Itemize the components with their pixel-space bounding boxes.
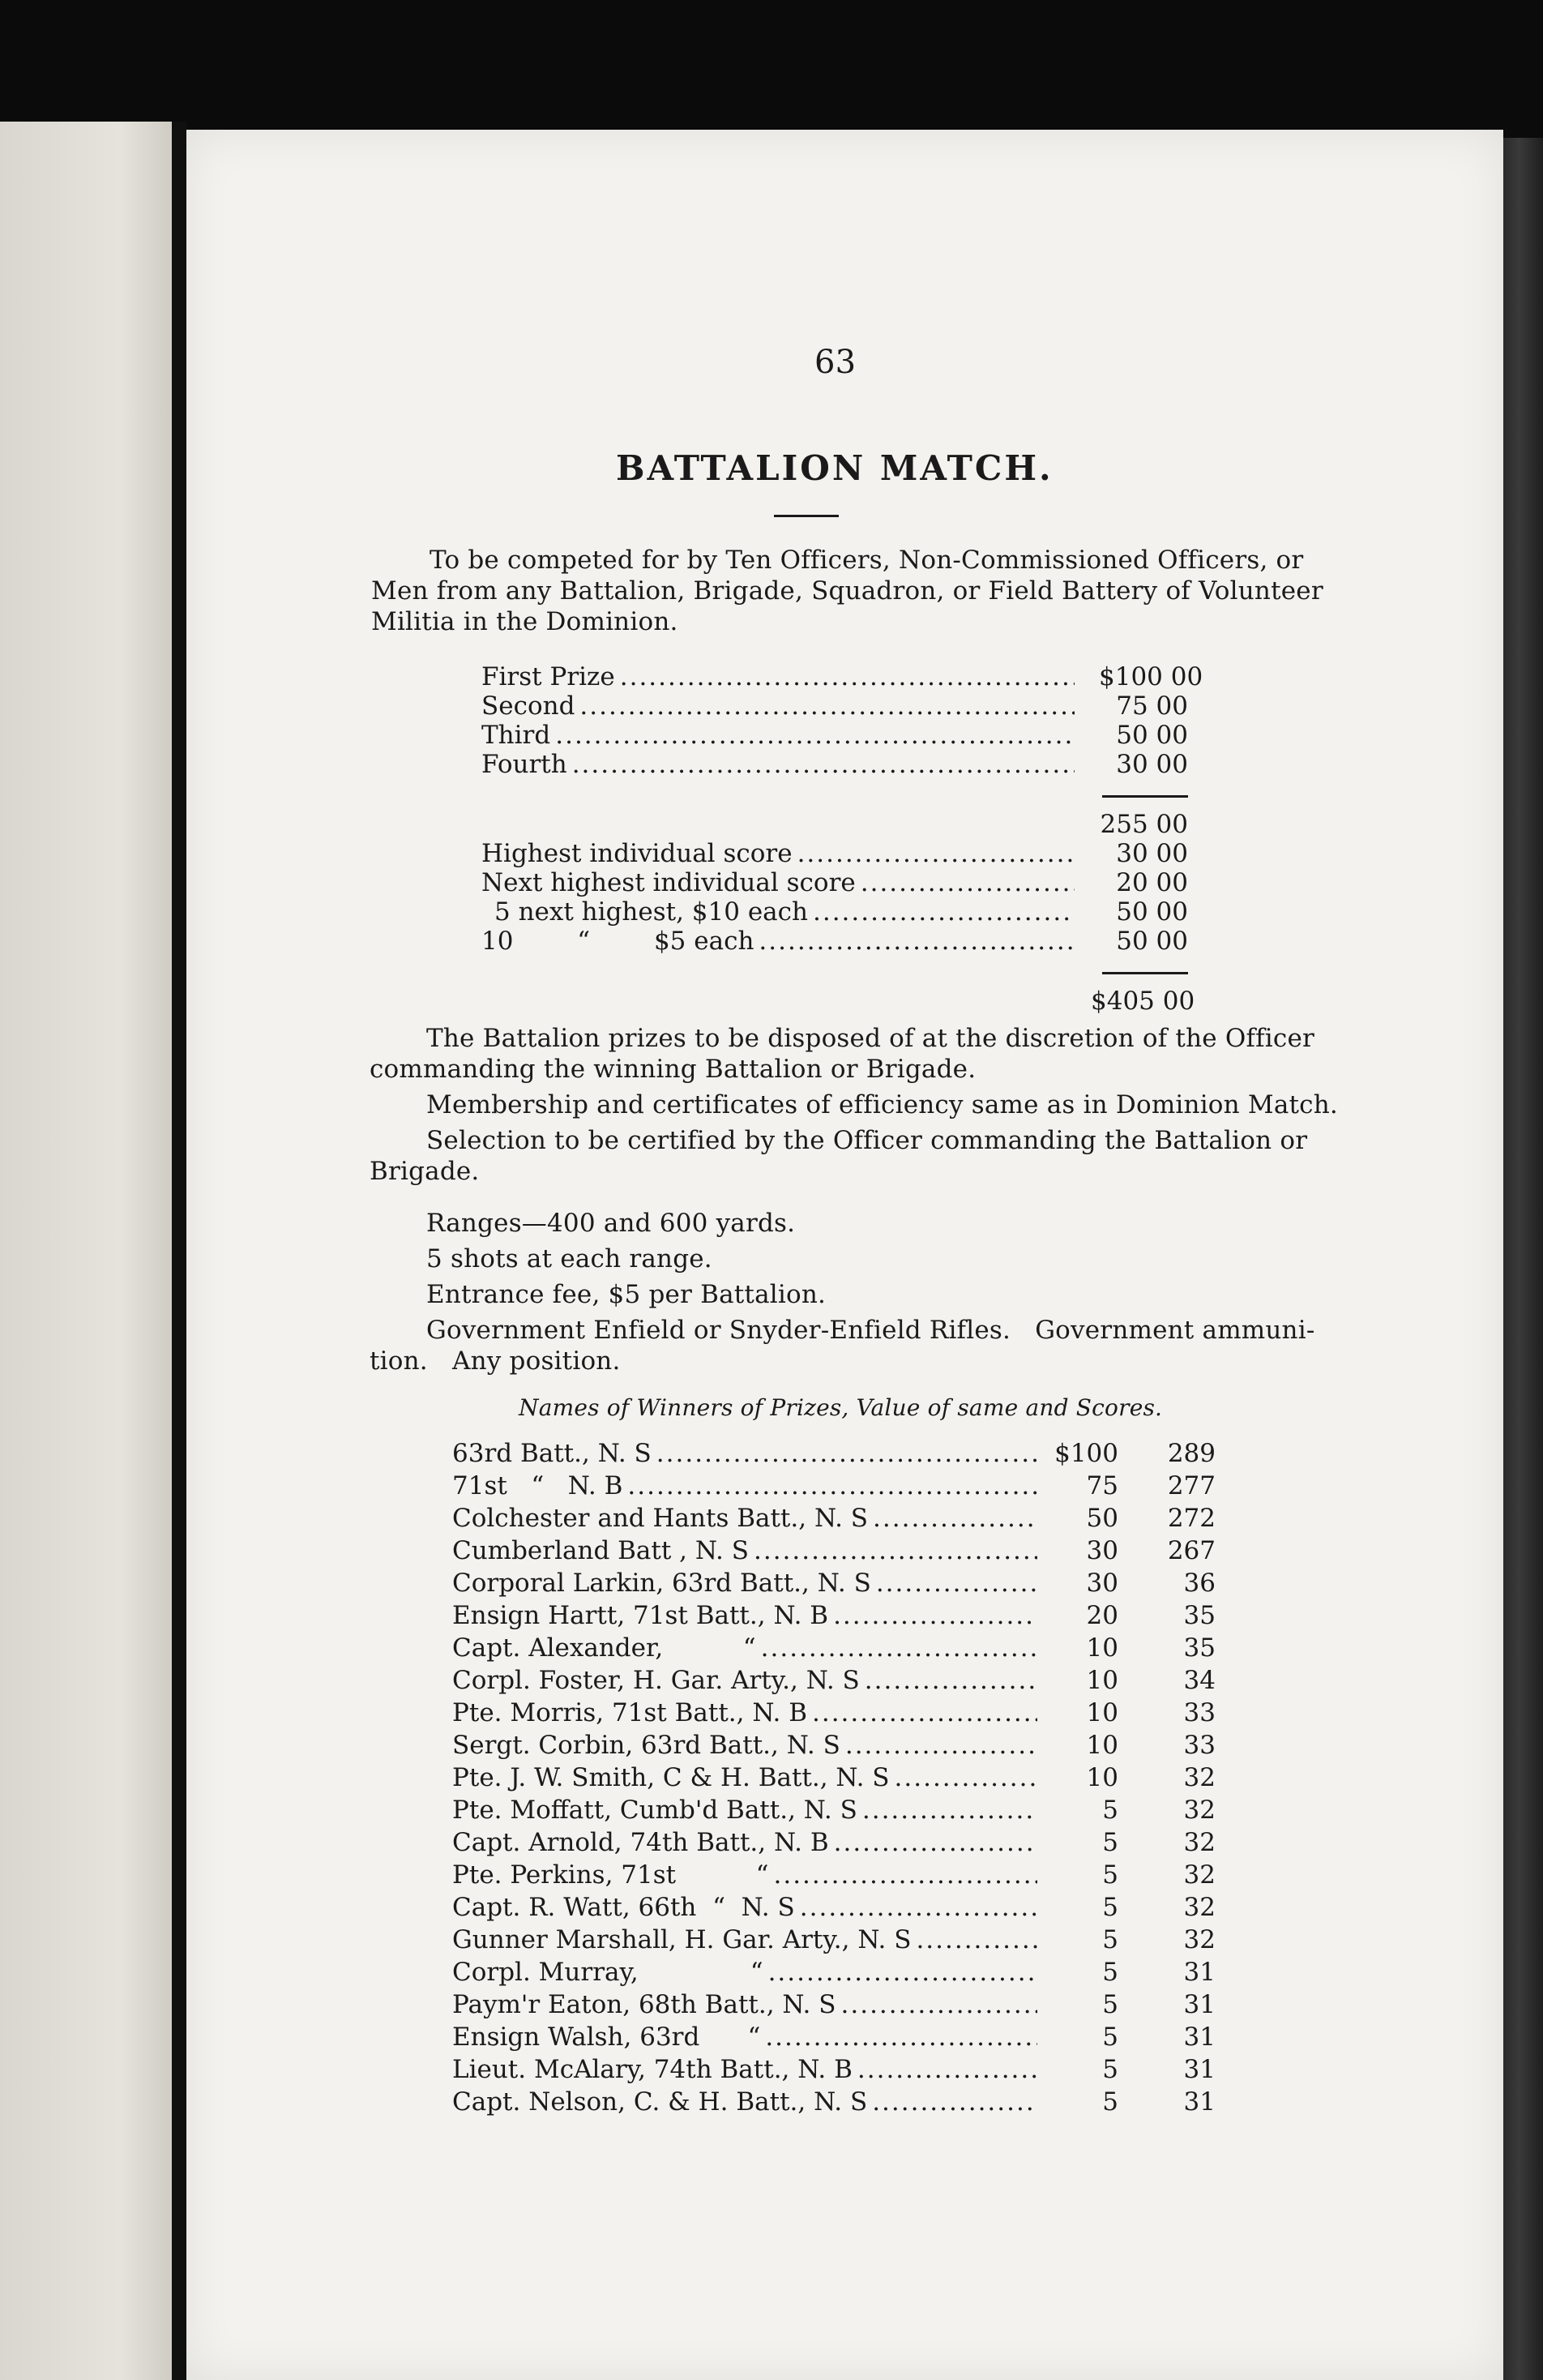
- winner-name: Capt. Arnold, 74th Batt., N. B: [452, 1828, 829, 1857]
- table-row: [452, 1698, 1042, 1727]
- winner-value: 5: [1102, 1958, 1118, 1987]
- winner-name: Pte. J. W. Smith, C & H. Batt., N. S: [452, 1763, 890, 1792]
- winner-name: 63rd Batt., N. S: [452, 1439, 652, 1468]
- table-row: [452, 2055, 1042, 2084]
- winner-value: 5: [1102, 1828, 1118, 1857]
- table-row: [452, 1796, 1042, 1825]
- prize-row: [494, 897, 1079, 927]
- winner-score: 33: [1183, 1731, 1216, 1760]
- winners-heading: Names of Winners of Prizes, Value of same and Scores.: [519, 1394, 1163, 1421]
- sum-rule: [1102, 972, 1188, 974]
- table-row: [452, 1990, 1042, 2019]
- prize-label: Second: [481, 691, 575, 721]
- winner-score: 31: [1183, 2055, 1216, 2084]
- winner-value: 5: [1102, 1860, 1118, 1890]
- table-row: [452, 1471, 1042, 1500]
- winner-name: Corporal Larkin, 63rd Batt., N. S: [452, 1569, 871, 1598]
- prize-amount: 30 00: [1116, 839, 1188, 868]
- winner-score: 277: [1167, 1471, 1216, 1500]
- winner-value: 10: [1086, 1763, 1118, 1792]
- prize-label: Next highest individual score: [481, 868, 856, 897]
- prize-row: [481, 691, 1079, 721]
- winner-name: Ensign Hartt, 71st Batt., N. B: [452, 1601, 829, 1630]
- winner-value: 10: [1086, 1698, 1118, 1727]
- winner-score: 31: [1183, 1958, 1216, 1987]
- winner-value: 10: [1086, 1731, 1118, 1760]
- prize-amount: 30 00: [1116, 750, 1188, 779]
- winner-score: 34: [1183, 1666, 1216, 1695]
- table-row: [452, 2087, 1042, 2117]
- winner-name: Cumberland Batt , N. S: [452, 1536, 749, 1565]
- table-row: [452, 1763, 1042, 1792]
- winner-name: Pte. Perkins, 71st “: [452, 1860, 769, 1890]
- table-row: [452, 1925, 1042, 1954]
- total-amount: $405 00: [1091, 987, 1195, 1016]
- winner-value: 5: [1102, 1796, 1118, 1825]
- winner-score: 32: [1183, 1893, 1216, 1922]
- prize-label: Fourth: [481, 750, 567, 779]
- winner-value: 5: [1102, 1893, 1118, 1922]
- winner-value: 30: [1086, 1536, 1118, 1565]
- prize-row: [481, 750, 1079, 779]
- prize-label: 10 “ $5 each: [481, 927, 754, 956]
- intro-line: To be competed for by Ten Officers, Non-Commissioned Officers, or: [430, 546, 1304, 575]
- prize-row: [481, 721, 1079, 750]
- page-stack-edge: [1503, 138, 1543, 2380]
- table-row: [452, 1958, 1042, 1987]
- winner-score: 272: [1167, 1504, 1216, 1533]
- prize-label: Highest individual score: [481, 839, 793, 868]
- subtotal-amount: 255 00: [1100, 810, 1188, 839]
- table-row: [452, 1536, 1042, 1565]
- prize-amount: 75 00: [1116, 691, 1188, 721]
- intro-line: Militia in the Dominion.: [371, 607, 678, 636]
- winner-score: 32: [1183, 1796, 1216, 1825]
- rule-line: Government Enfield or Snyder-Enfield Rifles. Government ammuni-: [426, 1316, 1315, 1345]
- winner-name: Ensign Walsh, 63rd “: [452, 2023, 761, 2052]
- title-underline: [774, 515, 839, 517]
- prize-amount: $100 00: [1099, 662, 1203, 691]
- winner-score: 36: [1183, 1569, 1216, 1598]
- rule-line: Entrance fee, $5 per Battalion.: [426, 1280, 827, 1309]
- winner-value: $100: [1054, 1439, 1118, 1468]
- prize-row: [481, 868, 1079, 897]
- table-row: [452, 1439, 1042, 1468]
- winner-score: 32: [1183, 1860, 1216, 1890]
- winner-name: Colchester and Hants Batt., N. S: [452, 1504, 869, 1533]
- intro-line: Men from any Battalion, Brigade, Squadron, or Field Battery of Volunteer: [371, 576, 1323, 606]
- winner-name: Capt. Alexander, “: [452, 1633, 756, 1663]
- winner-score: 35: [1183, 1633, 1216, 1663]
- table-row: [452, 1666, 1042, 1695]
- winner-value: 5: [1102, 2055, 1118, 2084]
- prize-label: 5 next highest, $10 each: [494, 897, 808, 927]
- winner-name: Capt. R. Watt, 66th “ N. S: [452, 1893, 795, 1922]
- winner-name: Capt. Nelson, C. & H. Batt., N. S: [452, 2087, 868, 2117]
- winner-score: 32: [1183, 1925, 1216, 1954]
- winner-name: Pte. Morris, 71st Batt., N. B: [452, 1698, 807, 1727]
- sum-rule: [1102, 795, 1188, 798]
- winner-value: 20: [1086, 1601, 1118, 1630]
- table-row: [452, 1731, 1042, 1760]
- winner-score: 31: [1183, 2087, 1216, 2117]
- prize-amount: 50 00: [1116, 927, 1188, 956]
- winner-name: Gunner Marshall, H. Gar. Arty., N. S: [452, 1925, 912, 1954]
- prize-label: Third: [481, 721, 551, 750]
- prize-amount: 50 00: [1116, 897, 1188, 927]
- rule-line: commanding the winning Battalion or Brigade.: [370, 1055, 977, 1084]
- winner-score: 31: [1183, 1990, 1216, 2019]
- winner-value: 30: [1086, 1569, 1118, 1598]
- prize-row: [481, 839, 1079, 868]
- prize-row: [481, 662, 1079, 691]
- winner-value: 50: [1086, 1504, 1118, 1533]
- prize-label: First Prize: [481, 662, 615, 691]
- winner-name: Lieut. McAlary, 74th Batt., N. B: [452, 2055, 853, 2084]
- table-row: [452, 1569, 1042, 1598]
- winner-score: 32: [1183, 1828, 1216, 1857]
- prize-amount: 50 00: [1116, 721, 1188, 750]
- winner-value: 75: [1086, 1471, 1118, 1500]
- winner-name: Corpl. Foster, H. Gar. Arty., N. S: [452, 1666, 860, 1695]
- winner-score: 35: [1183, 1601, 1216, 1630]
- rule-line: Ranges—400 and 600 yards.: [426, 1209, 796, 1238]
- page-title: BATTALION MATCH.: [616, 448, 1054, 488]
- winner-name: Pte. Moffatt, Cumb'd Batt., N. S: [452, 1796, 857, 1825]
- table-row: [452, 1633, 1042, 1663]
- rule-line: 5 shots at each range.: [426, 1244, 712, 1273]
- winner-value: 5: [1102, 1990, 1118, 2019]
- book-gutter: [172, 122, 186, 2380]
- winner-value: 10: [1086, 1633, 1118, 1663]
- winner-score: 267: [1167, 1536, 1216, 1565]
- table-row: [452, 1828, 1042, 1857]
- page-number: 63: [814, 344, 857, 381]
- prize-row: [481, 927, 1079, 956]
- rule-line: tion. Any position.: [370, 1346, 621, 1376]
- winner-score: 33: [1183, 1698, 1216, 1727]
- rule-line: Selection to be certified by the Officer commanding the Battalion or: [426, 1126, 1308, 1155]
- winner-name: 71st “ N. B: [452, 1471, 623, 1500]
- rule-line: Brigade.: [370, 1157, 480, 1186]
- winner-value: 10: [1086, 1666, 1118, 1695]
- winner-value: 5: [1102, 1925, 1118, 1954]
- winner-name: Paym'r Eaton, 68th Batt., N. S: [452, 1990, 836, 2019]
- winner-score: 289: [1167, 1439, 1216, 1468]
- rule-line: Membership and certificates of efficiency same as in Dominion Match.: [426, 1090, 1338, 1119]
- winner-value: 5: [1102, 2023, 1118, 2052]
- table-row: [452, 2023, 1042, 2052]
- winner-score: 32: [1183, 1763, 1216, 1792]
- winner-value: 5: [1102, 2087, 1118, 2117]
- prize-amount: 20 00: [1116, 868, 1188, 897]
- table-row: [452, 1601, 1042, 1630]
- winner-name: Corpl. Murray, “: [452, 1958, 763, 1987]
- winner-score: 31: [1183, 2023, 1216, 2052]
- table-row: [452, 1860, 1042, 1890]
- rule-line: The Battalion prizes to be disposed of at the discretion of the Officer: [426, 1024, 1315, 1053]
- facing-page-edge: [0, 122, 172, 2380]
- table-row: [452, 1893, 1042, 1922]
- winner-name: Sergt. Corbin, 63rd Batt., N. S: [452, 1731, 840, 1760]
- table-row: [452, 1504, 1042, 1533]
